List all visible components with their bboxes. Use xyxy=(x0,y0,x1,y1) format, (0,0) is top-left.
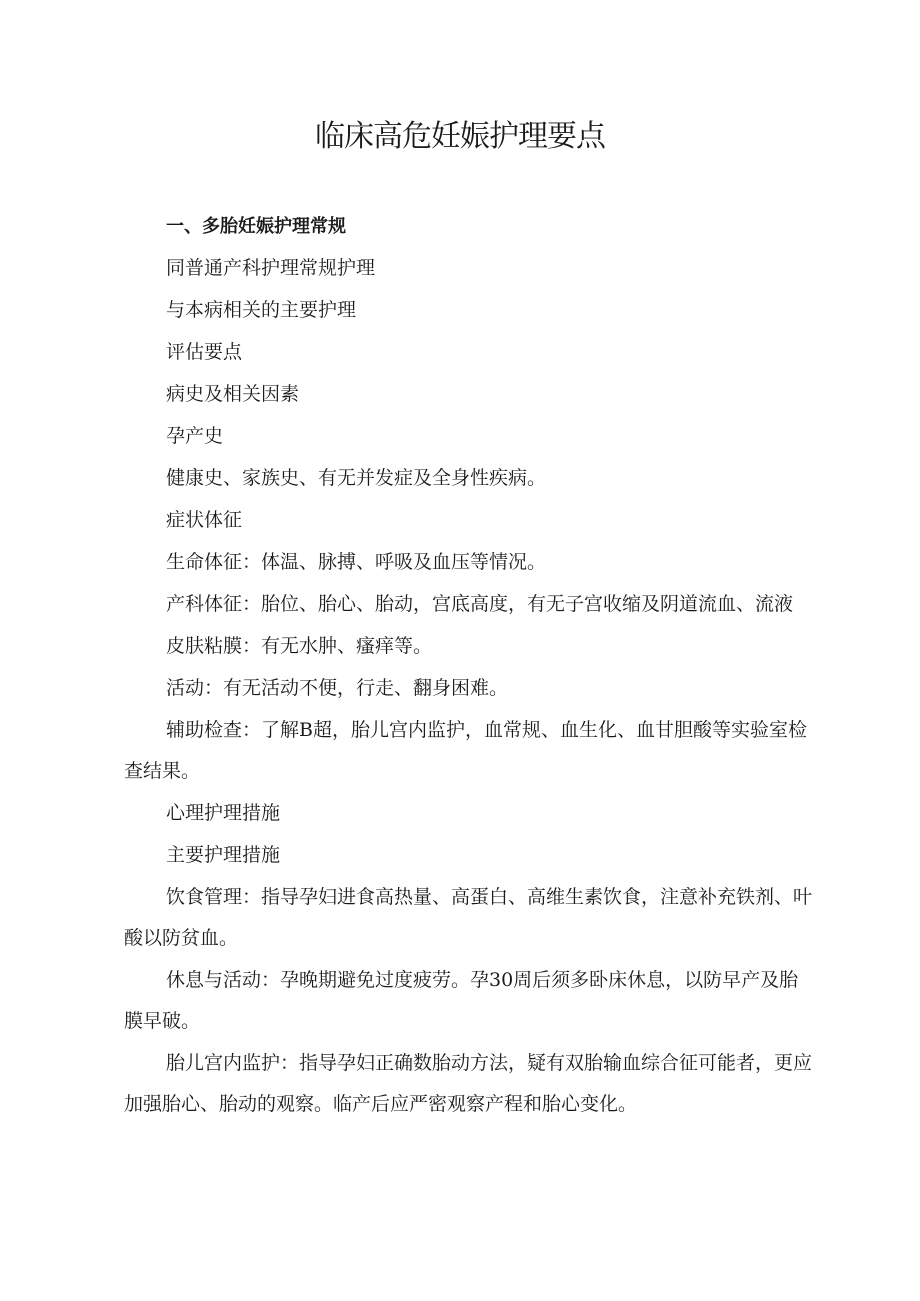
paragraph: 活动：有无活动不便，行走、翻身困难。 xyxy=(166,677,509,699)
paragraph: 病史及相关因素 xyxy=(166,383,300,405)
document-title: 临床高危妊娠护理要点 xyxy=(315,119,605,154)
paragraph: 症状体征 xyxy=(166,509,243,531)
paragraph: 与本病相关的主要护理 xyxy=(166,299,357,321)
paragraph: 产科体征：胎位、胎心、胎动，宫底高度，有无子宫收缩及阴道流血、流液 xyxy=(166,593,794,615)
document-body xyxy=(124,206,814,1126)
paragraph: 胎儿宫内监护：指导孕妇正确数胎动方法，疑有双胎输血综合征可能者，更应加强胎心、胎动的观察。临产后应严密观察产程和胎心变化。 xyxy=(124,1052,813,1115)
paragraph: 同普通产科护理常规护理 xyxy=(166,257,376,279)
paragraph: 健康史、家族史、有无并发症及全身性疾病。 xyxy=(166,467,547,489)
paragraph: 主要护理措施 xyxy=(166,844,281,866)
paragraph: 评估要点 xyxy=(166,341,243,363)
paragraph: 生命体征：体温、脉搏、呼吸及血压等情况。 xyxy=(166,551,547,573)
paragraph: 休息与活动：孕晚期避免过度疲劳。孕30周后须多卧床休息，以防早产及胎膜早破。 xyxy=(124,969,799,1032)
paragraph: 心理护理措施 xyxy=(166,802,281,824)
paragraph: 饮食管理：指导孕妇进食高热量、高蛋白、高维生素饮食，注意补充铁剂、叶酸以防贫血。 xyxy=(124,886,813,949)
paragraph: 皮肤粘膜：有无水肿、瘙痒等。 xyxy=(166,635,433,657)
paragraph: 辅助检查：了解B超，胎儿宫内监护，血常规、血生化、血甘胆酸等实验室检查结果。 xyxy=(124,719,807,782)
section-heading: 一、多胎妊娠护理常规 xyxy=(166,216,346,237)
paragraph: 孕产史 xyxy=(166,425,224,447)
